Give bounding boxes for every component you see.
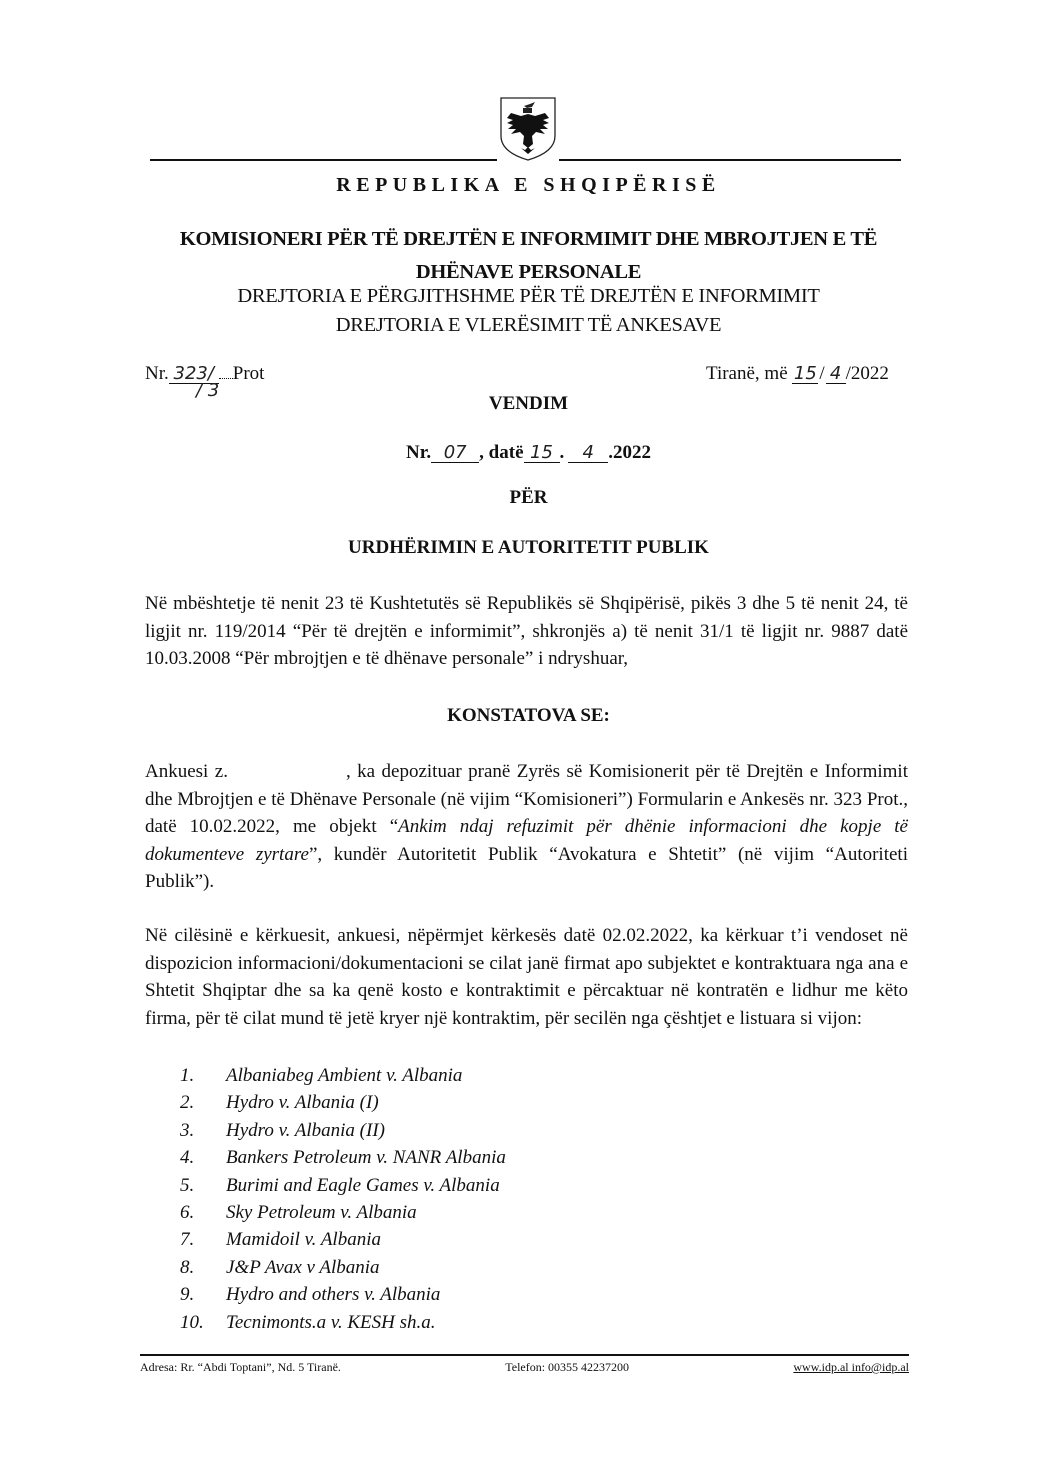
list-item: 10. Tecnimonts.a v. KESH sh.a.: [180, 1311, 436, 1333]
list-item: 8. J&P Avax v Albania: [180, 1256, 380, 1278]
directorate-general: DREJTORIA E PËRGJITHSHME PËR TË DREJTËN E INFORMIMIT: [237, 285, 820, 307]
place-date-day: 15: [793, 363, 817, 384]
complaint-paragraph: Ankuesi z. , ka depozituar pranë Zyrës së Komisionerit për të Drejtën e Informimit dhe Mbrojtjen e të Dhënave Personale (në vijim “Komisioneri”) Formularin e Ankesës nr. 323 Prot., datë 10.02.2022, me objekt “Ankim ndaj refuzimit për dhënie informacioni dhe kopje të dokumenteve zyrtare”, kundër Autoritetit Publik “Avokatura e Shtetit” (në vijim “Autoriteti Publik”).: [145, 761, 908, 892]
footer-rule: [140, 1354, 909, 1356]
institution-line-1: KOMISIONERI PËR TË DREJTËN E INFORMIMIT DHE MBROJTJEN E TË: [179, 228, 878, 250]
place-date-month: 4: [826, 364, 846, 384]
footer-phone: Telefon: 00355 42237200: [505, 1360, 630, 1374]
footer-address: Adresa: Rr. “Abdi Toptani”, Nd. 5 Tiranë.: [140, 1360, 341, 1374]
legal-basis-paragraph: Në mbështetje të nenit 23 të Kushtetutës së Republikës së Shqipërisë, pikës 3 dhe 5 të nenit 24, të ligjit nr. 119/2014 “Për të drejtën e informimit”, shkronjës a) të nenit 31/1 të ligjit nr. 9887 datë 10.03.2008 “Për mbrojtjen e të dhënave personale” i ndryshuar,: [145, 593, 908, 669]
list-item: 5. Burimi and Eagle Games v. Albania: [180, 1174, 500, 1196]
list-item: 7. Mamidoil v. Albania: [180, 1229, 381, 1251]
protocol-sub-number: / 3: [196, 380, 220, 401]
list-item: 3. Hydro v. Albania (II): [180, 1119, 385, 1141]
request-paragraph: Në cilësinë e kërkuesit, ankuesi, nëpërmjet kërkesës datë 02.02.2022, ka kërkuar t’i vendoset në dispozicion informacioni/dokumentacioni se cilat janë firmat apo subjektet e kontraktuara nga ana e Shtetit Shqiptar dhe sa ka qenë kosto e kontraktimit e përcaktuar në kontratën e lidhur me këto firma, për të cilat mund të jetë kryer një kontraktim, për secilën nga çështjet e listuara si vijon:: [145, 925, 908, 1029]
footer-web-link[interactable]: www.idp.al info@idp.al: [793, 1360, 909, 1374]
decision-number-value: 07: [431, 443, 479, 463]
list-item: 6. Sky Petroleum v. Albania: [180, 1202, 417, 1224]
protocol-number-handwritten: 323/: [169, 364, 219, 384]
protocol-number: Nr. 323/ Prot: [145, 363, 265, 384]
decision-per: PËR: [509, 487, 548, 508]
list-item: 4. Bankers Petroleum v. NANR Albania: [180, 1147, 506, 1169]
header-rule-right: [559, 159, 901, 161]
header-rule-left: [150, 159, 497, 161]
decision-title: VENDIM: [488, 393, 569, 414]
complaint-object: Ankim ndaj refuzimit për dhënie informacioni dhe kopje të dokumenteve zyrtare: [145, 816, 908, 865]
coat-of-arms-icon: [497, 96, 559, 162]
directorate: DREJTORIA E VLERËSIMIT TË ANKESAVE: [335, 314, 722, 336]
directorates: [0, 282, 1057, 340]
list-item: 9. Hydro and others v. Albania: [180, 1284, 441, 1306]
list-item: 2. Hydro v. Albania (I): [180, 1092, 379, 1114]
place-date: Tiranë, më 15 / 4 /2022: [706, 363, 889, 384]
country-name: REPUBLIKA E SHQIPËRISË: [336, 174, 721, 196]
institution-line-2: DHËNAVE PERSONALE: [415, 261, 642, 283]
decision-number: Nr. 07 , datë 15 . 4 .2022: [406, 442, 651, 463]
decision-subject: URDHËRIMIN E AUTORITETIT PUBLIK: [348, 537, 709, 558]
section-heading: KONSTATOVA SE:: [447, 705, 610, 726]
institution-name: [0, 223, 1057, 289]
decision-date-month: 4: [568, 443, 608, 463]
decision-date-day: 15: [524, 443, 560, 463]
list-item: 1. Albaniabeg Ambient v. Albania: [180, 1065, 463, 1086]
cases-list: [145, 1062, 506, 1336]
footer: [140, 1360, 909, 1375]
